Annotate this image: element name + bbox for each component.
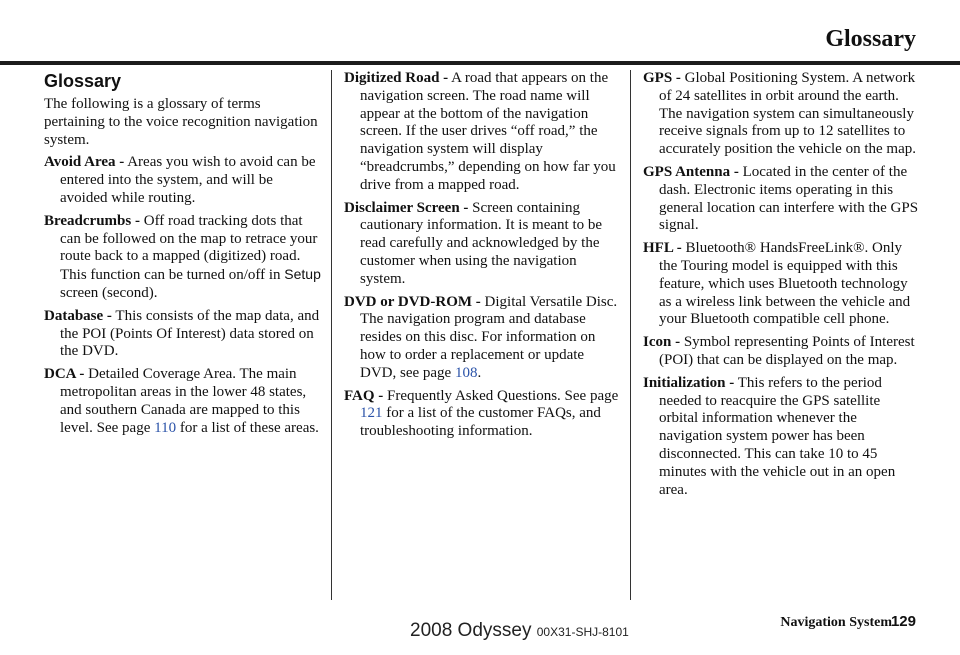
glossary-entry-digitized-road	[344, 70, 619, 195]
footer-section-label: Navigation System	[780, 615, 892, 630]
definition: Off road tracking dots that can be followed on the map to retrace your route back to a mapped (digitized) road. This function can be turned on/off in	[60, 212, 318, 284]
page-link[interactable]: 108	[454, 364, 478, 381]
term: GPS -	[643, 70, 681, 86]
glossary-entry-gps-antenna	[643, 164, 923, 235]
term: Breadcrumbs -	[44, 212, 140, 229]
glossary-entry-faq	[344, 388, 619, 441]
term: Database -	[44, 307, 112, 324]
glossary-entry-gps	[643, 70, 923, 159]
definition-end: screen (second).	[60, 284, 158, 301]
term: Disclaimer Screen -	[344, 199, 469, 216]
term: DVD or DVD-ROM -	[344, 293, 481, 310]
page-link[interactable]: 110	[154, 419, 177, 436]
definition: Located in the center of the dash. Electronic items operating in this general location can interfere with the GPS signal.	[659, 163, 919, 234]
glossary-entry-avoid-area	[44, 154, 324, 207]
glossary-entry-breadcrumbs	[44, 213, 324, 303]
term: Icon -	[643, 334, 681, 351]
header-rule	[0, 61, 960, 65]
column-divider	[630, 70, 631, 600]
term: FAQ -	[344, 387, 384, 404]
definition: Areas you wish to avoid can be entered into the system, and will be avoided while routing.	[60, 154, 316, 206]
glossary-entry-dca	[44, 366, 324, 437]
column-divider	[331, 70, 332, 600]
setup-label: Setup	[284, 266, 321, 283]
term: Digitized Road -	[344, 70, 449, 86]
glossary-entry-database	[44, 308, 324, 361]
term: Initialization -	[643, 374, 735, 391]
glossary-entry-icon	[643, 334, 923, 370]
glossary-entry-initialization	[643, 375, 923, 500]
part-code: 00X31-SHJ-8101	[536, 625, 629, 639]
term: Avoid Area -	[44, 154, 125, 171]
definition: Bluetooth® HandsFreeLink®. Only the Touring model is equipped with this feature, which uses Bluetooth technology as a wireless link between the vehicle and your Bluetooth compatible cell phone.	[659, 240, 911, 328]
glossary-entry-dvd	[344, 294, 619, 383]
term: GPS Antenna -	[643, 163, 739, 180]
glossary-entry-hfl	[643, 240, 923, 329]
definition-end: .	[477, 364, 482, 381]
definition: This consists of the map data, and the POI (Points Of Interest) data stored on the DVD.	[60, 307, 320, 360]
column-3	[643, 70, 923, 504]
footer-model	[410, 620, 629, 642]
column-1	[44, 70, 324, 442]
definition: A road that appears on the navigation screen. The road name will appear at the bottom of the navigation screen. If the user drives “off road,” the navigation system will display “breadcrumbs,” depending on how far you drive from a mapped road.	[360, 70, 616, 193]
glossary-entry-disclaimer-screen	[344, 200, 619, 289]
definition: Symbol representing Points of Interest (POI) that can be displayed on the map.	[659, 334, 915, 368]
definition: This refers to the period needed to reacquire the GPS satellite orbital information whenever the navigation system power has been disconnected. This can take 10 to 45 minutes with the vehicle out in an open area.	[659, 374, 896, 498]
definition: Global Positioning System. A network of 24 satellites in orbit around the earth. The navigation system can simultaneously receive signals from up to 12 satellites to accurately position the vehicle on the map.	[659, 70, 916, 158]
page-number: 129	[890, 613, 916, 630]
column-2	[344, 70, 619, 446]
page-link[interactable]: 121	[360, 405, 383, 422]
intro-paragraph: The following is a glossary of terms pertaining to the voice recognition navigation system.	[44, 96, 318, 148]
definition-end: for a list of the customer FAQs, and troubleshooting information.	[360, 405, 601, 440]
definition: Detailed Coverage Area. The main metropolitan areas in the lower 48 states, and southern Canada are mapped to this level. See page	[60, 366, 307, 436]
model-name: 2008 Odyssey	[410, 620, 532, 641]
page-title: Glossary	[825, 26, 916, 52]
definition: Frequently Asked Questions. See page	[383, 387, 619, 404]
term: HFL -	[643, 240, 682, 257]
section-heading: Glossary	[44, 71, 122, 91]
definition: Digital Versatile Disc. The navigation program and database resides on this disc. For information on how to order a replacement or update DVD, see page	[360, 293, 618, 381]
definition-end: for a list of these areas.	[176, 419, 319, 436]
term: DCA -	[44, 366, 85, 383]
definition: Screen containing cautionary information. It is meant to be read carefully and acknowledged by the customer when using the navigation system.	[360, 199, 603, 287]
